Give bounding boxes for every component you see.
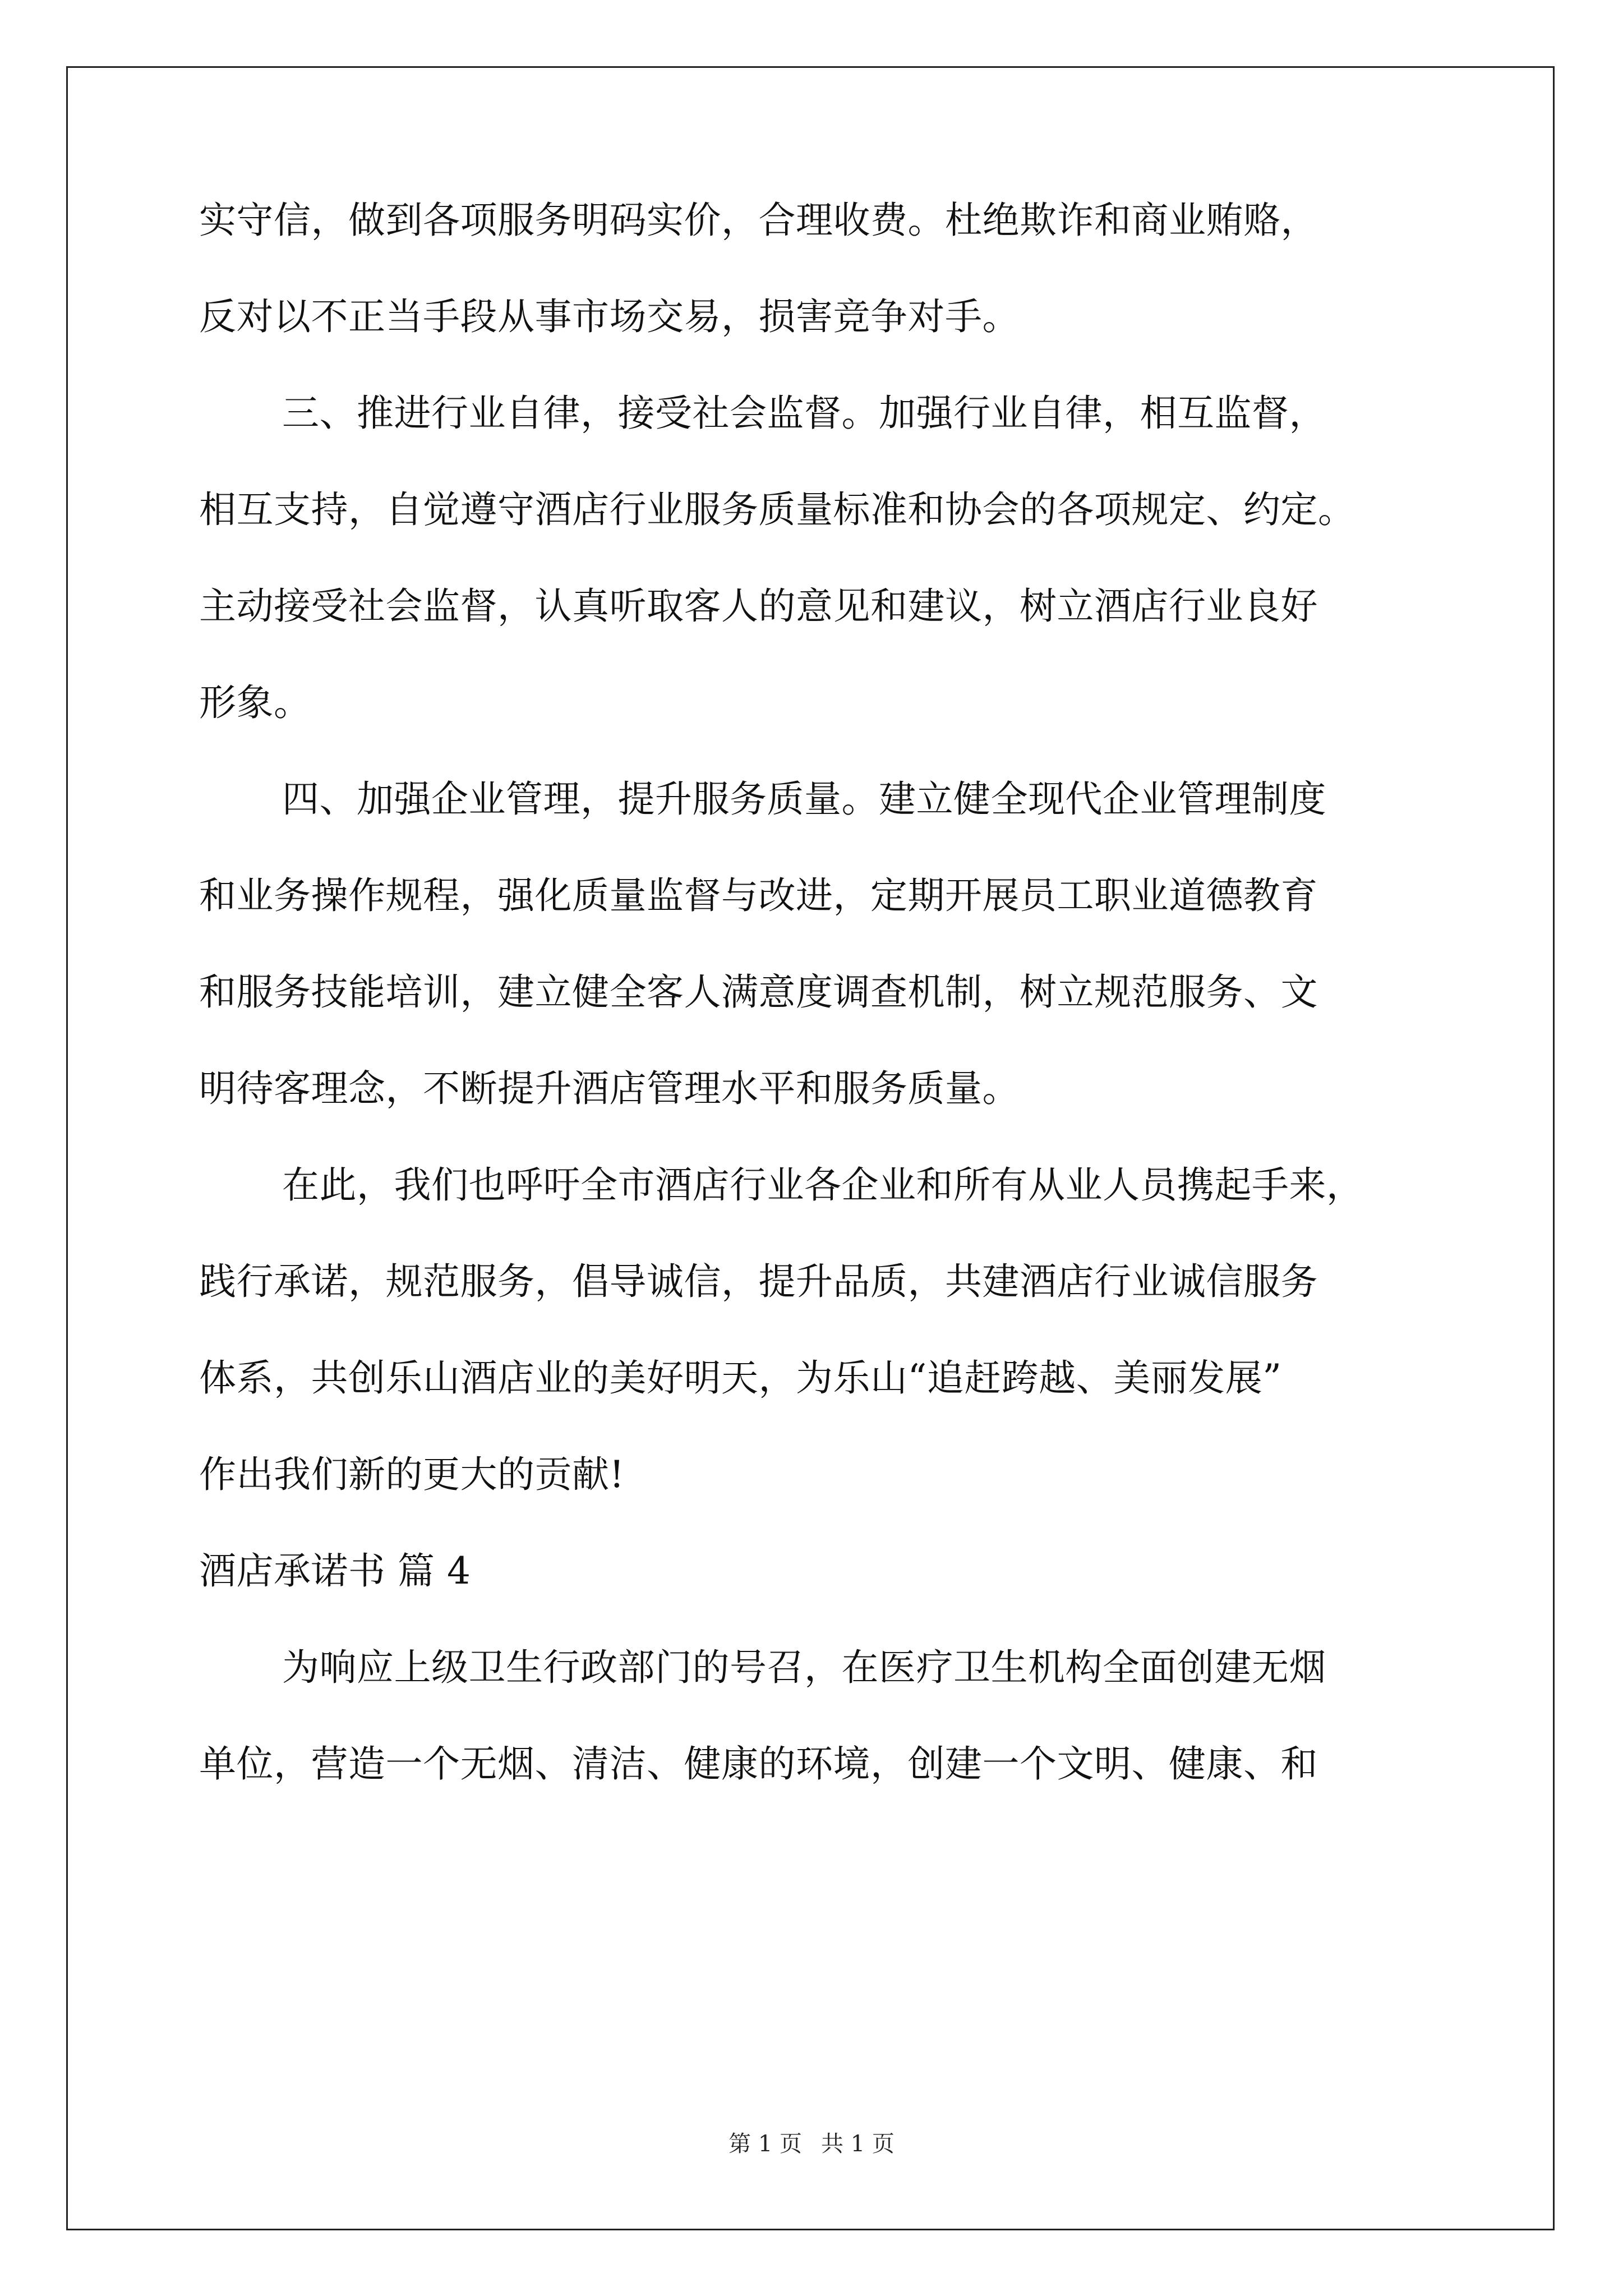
section-heading: 酒店承诺书 篇 4 [199, 1549, 471, 1593]
text-line: 单位，营造一个无烟、清洁、健康的环境，创建一个文明、健康、和 [199, 1742, 1318, 1786]
text-line: 体系，共创乐山酒店业的美好明天，为乐山“追赶跨越、美丽发展” [199, 1356, 1282, 1400]
text-line: 主动接受社会监督，认真听取客人的意见和建议，树立酒店行业良好 [199, 585, 1318, 628]
text-line: 和业务操作规程，强化质量监督与改进，定期开展员工职业道德教育 [199, 874, 1318, 917]
text-line: 作出我们新的更大的贡献! [199, 1453, 625, 1496]
page-total: 共 1 页 [821, 2131, 895, 2157]
page-footer [0, 2133, 1623, 2155]
text-line: 相互支持，自觉遵守酒店行业服务质量标准和协会的各项规定、约定。 [199, 488, 1355, 531]
text-line: 反对以不正当手段从事市场交易，损害竞争对手。 [199, 295, 1020, 338]
paragraph-start-line: 三、推进行业自律，接受社会监督。加强行业自律，相互监督， [282, 392, 1326, 435]
text-line: 实守信，做到各项服务明码实价，合理收费。杜绝欺诈和商业贿赂， [199, 199, 1318, 242]
page-number: 第 1 页 [728, 2131, 802, 2157]
text-line: 和服务技能培训，建立健全客人满意度调查机制，树立规范服务、文 [199, 970, 1318, 1014]
text-line: 践行承诺，规范服务，倡导诚信，提升品质，共建酒店行业诚信服务 [199, 1260, 1318, 1303]
text-line: 形象。 [199, 681, 311, 724]
paragraph-start-line: 在此，我们也呼吁全市酒店行业各企业和所有从业人员携起手来， [282, 1163, 1364, 1207]
paragraph-start-line: 四、加强企业管理，提升服务质量。建立健全现代企业管理制度 [282, 777, 1326, 821]
text-line: 明待客理念，不断提升酒店管理水平和服务质量。 [199, 1067, 1020, 1110]
paragraph-start-line: 为响应上级卫生行政部门的号召，在医疗卫生机构全面创建无烟 [282, 1646, 1326, 1689]
document-body [199, 199, 1444, 1842]
